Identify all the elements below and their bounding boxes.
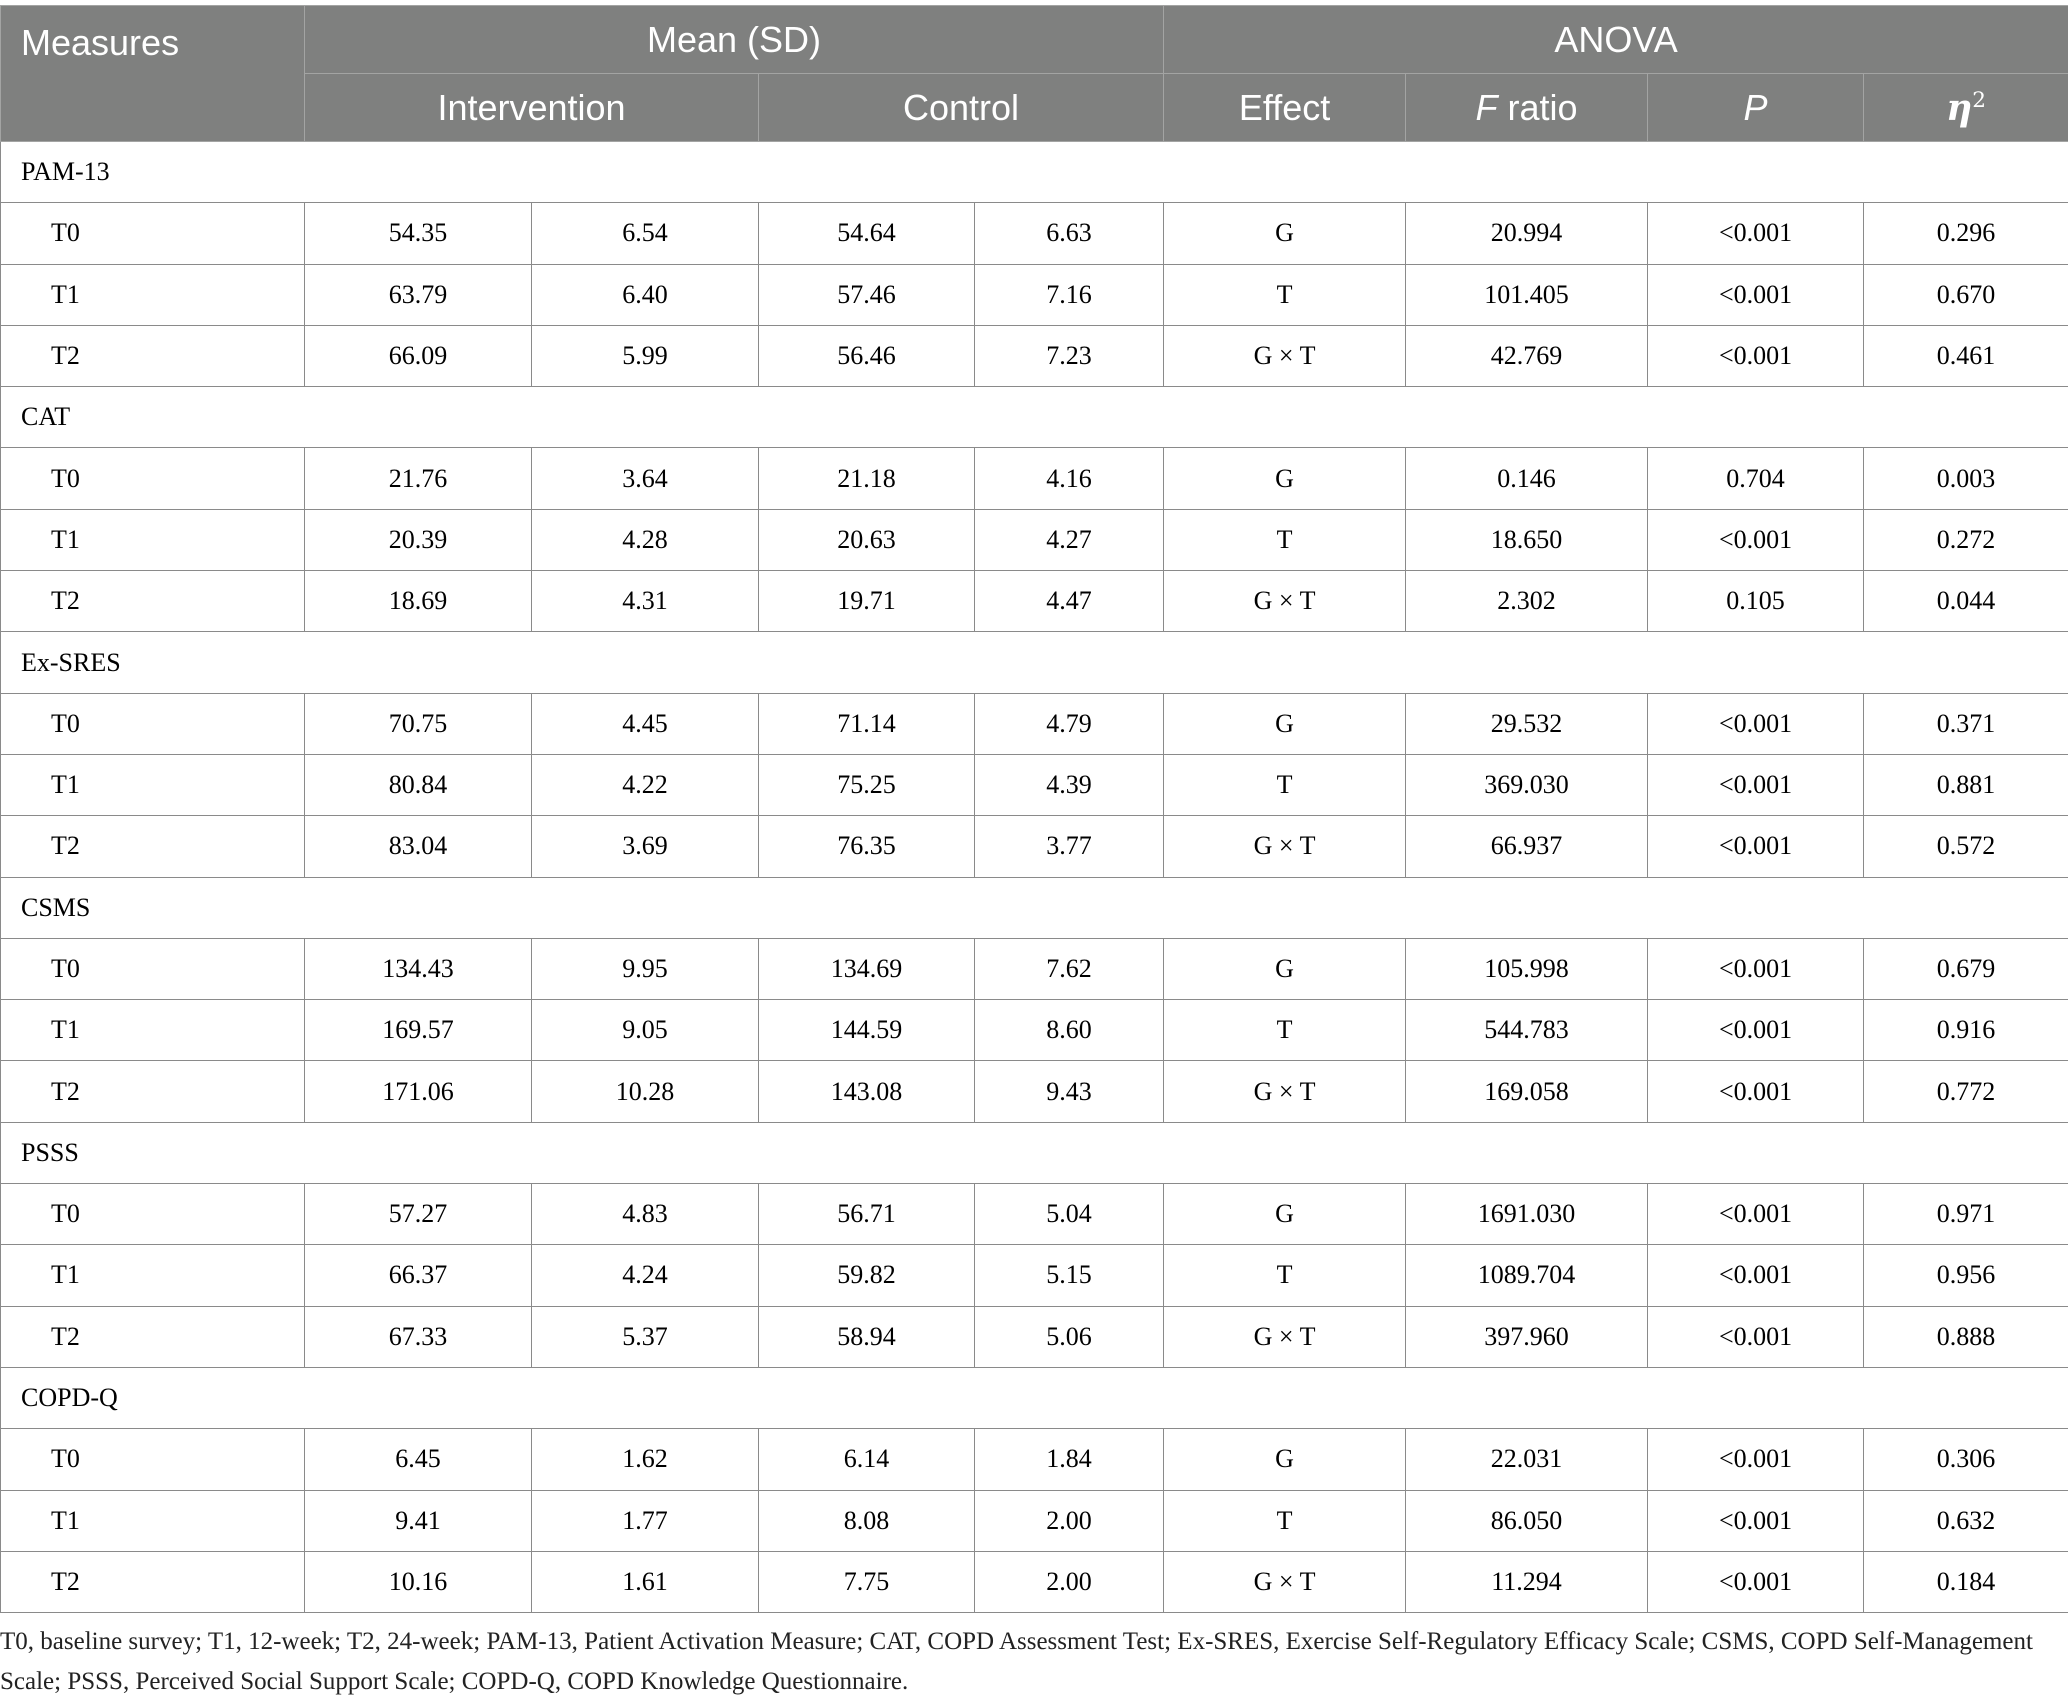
eta-squared-cell: 0.881 <box>1864 754 2068 815</box>
intervention-mean-cell: 171.06 <box>305 1061 532 1122</box>
time-point-cell: T0 <box>1 1184 305 1245</box>
intervention-sd-cell: 3.69 <box>532 816 759 877</box>
time-point-cell: T2 <box>1 571 305 632</box>
effect-cell: G <box>1164 693 1406 754</box>
p-value-cell: <0.001 <box>1648 1245 1864 1306</box>
table-row <box>1 1184 2068 1245</box>
intervention-mean-cell: 67.33 <box>305 1306 532 1367</box>
f-ratio-cell: 20.994 <box>1406 203 1648 264</box>
eta-squared-cell: 0.296 <box>1864 203 2068 264</box>
time-point-cell: T2 <box>1 816 305 877</box>
effect-cell: G <box>1164 1184 1406 1245</box>
control-sd-cell: 7.23 <box>975 325 1164 386</box>
time-point-cell: T0 <box>1 448 305 509</box>
control-mean-cell: 71.14 <box>759 693 975 754</box>
effect-cell: G <box>1164 938 1406 999</box>
intervention-mean-cell: 10.16 <box>305 1551 532 1612</box>
table-row <box>1 1000 2068 1061</box>
time-point-cell: T1 <box>1 754 305 815</box>
p-value-cell: <0.001 <box>1648 1551 1864 1612</box>
table-row <box>1 693 2068 754</box>
f-ratio-cell: 397.960 <box>1406 1306 1648 1367</box>
f-ratio-cell: 1691.030 <box>1406 1184 1648 1245</box>
time-point-cell: T2 <box>1 1061 305 1122</box>
intervention-mean-cell: 18.69 <box>305 571 532 632</box>
group-row <box>1 1122 2068 1183</box>
control-sd-cell: 2.00 <box>975 1490 1164 1551</box>
header-effect: Effect <box>1164 74 1406 142</box>
header-eta-symbol <box>1946 87 1986 129</box>
control-mean-cell: 8.08 <box>759 1490 975 1551</box>
eta-squared-cell: 0.003 <box>1864 448 2068 509</box>
header-measures: Measures <box>1 6 305 142</box>
effect-cell: G <box>1164 448 1406 509</box>
eta-squared-cell: 0.306 <box>1864 1429 2068 1490</box>
time-point-cell: T2 <box>1 1306 305 1367</box>
control-mean-cell: 75.25 <box>759 754 975 815</box>
group-label: PSSS <box>1 1122 2068 1183</box>
control-sd-cell: 4.39 <box>975 754 1164 815</box>
effect-cell: T <box>1164 509 1406 570</box>
effect-cell: G × T <box>1164 325 1406 386</box>
table-row <box>1 816 2068 877</box>
control-mean-cell: 7.75 <box>759 1551 975 1612</box>
f-ratio-cell: 86.050 <box>1406 1490 1648 1551</box>
control-mean-cell: 144.59 <box>759 1000 975 1061</box>
intervention-sd-cell: 6.54 <box>532 203 759 264</box>
table-row <box>1 325 2068 386</box>
table-row <box>1 938 2068 999</box>
control-mean-cell: 59.82 <box>759 1245 975 1306</box>
control-sd-cell: 5.06 <box>975 1306 1164 1367</box>
eta-squared-cell: 0.679 <box>1864 938 2068 999</box>
control-mean-cell: 57.46 <box>759 264 975 325</box>
eta-squared-cell: 0.461 <box>1864 325 2068 386</box>
intervention-sd-cell: 4.31 <box>532 571 759 632</box>
table-row <box>1 1061 2068 1122</box>
header-eta-letter: η <box>1946 86 1973 129</box>
header-control: Control <box>759 74 1164 142</box>
intervention-mean-cell: 54.35 <box>305 203 532 264</box>
intervention-mean-cell: 134.43 <box>305 938 532 999</box>
control-mean-cell: 21.18 <box>759 448 975 509</box>
table-footnote: T0, baseline survey; T1, 12-week; T2, 24-week; PAM-13, Patient Activation Measure; CAT, COPD Assessment Test; Ex-SRES, Exercise Self-Regulatory Efficacy Scale; CSMS, COPD Self-Management Scale; PSSS, Perceived Social Support Scale; COPD-Q, COPD Knowledge Questionnaire. <box>0 1628 2033 1695</box>
time-point-cell: T0 <box>1 693 305 754</box>
control-sd-cell: 1.84 <box>975 1429 1164 1490</box>
eta-squared-cell: 0.371 <box>1864 693 2068 754</box>
control-sd-cell: 9.43 <box>975 1061 1164 1122</box>
f-ratio-cell: 29.532 <box>1406 693 1648 754</box>
effect-cell: G × T <box>1164 1306 1406 1367</box>
p-value-cell: <0.001 <box>1648 325 1864 386</box>
control-sd-cell: 7.62 <box>975 938 1164 999</box>
intervention-sd-cell: 1.77 <box>532 1490 759 1551</box>
effect-cell: T <box>1164 264 1406 325</box>
intervention-mean-cell: 6.45 <box>305 1429 532 1490</box>
eta-squared-cell: 0.670 <box>1864 264 2068 325</box>
group-row <box>1 387 2068 448</box>
f-ratio-cell: 11.294 <box>1406 1551 1648 1612</box>
control-sd-cell: 6.63 <box>975 203 1164 264</box>
intervention-sd-cell: 5.37 <box>532 1306 759 1367</box>
effect-cell: T <box>1164 754 1406 815</box>
p-value-cell: <0.001 <box>1648 203 1864 264</box>
intervention-mean-cell: 66.37 <box>305 1245 532 1306</box>
intervention-mean-cell: 169.57 <box>305 1000 532 1061</box>
intervention-sd-cell: 4.22 <box>532 754 759 815</box>
group-label: Ex-SRES <box>1 632 2068 693</box>
table-body <box>1 142 2068 1613</box>
control-mean-cell: 76.35 <box>759 816 975 877</box>
intervention-sd-cell: 4.24 <box>532 1245 759 1306</box>
eta-squared-cell: 0.044 <box>1864 571 2068 632</box>
header-f-ratio-text: ratio <box>1497 86 1578 128</box>
intervention-sd-cell: 10.28 <box>532 1061 759 1122</box>
f-ratio-cell: 101.405 <box>1406 264 1648 325</box>
eta-squared-cell: 0.772 <box>1864 1061 2068 1122</box>
control-mean-cell: 56.71 <box>759 1184 975 1245</box>
header-intervention: Intervention <box>305 74 759 142</box>
results-table <box>0 5 2068 1613</box>
intervention-sd-cell: 9.95 <box>532 938 759 999</box>
time-point-cell: T1 <box>1 509 305 570</box>
intervention-sd-cell: 3.64 <box>532 448 759 509</box>
table-row <box>1 203 2068 264</box>
control-sd-cell: 5.15 <box>975 1245 1164 1306</box>
header-f-letter: F <box>1475 86 1498 128</box>
f-ratio-cell: 169.058 <box>1406 1061 1648 1122</box>
control-sd-cell: 7.16 <box>975 264 1164 325</box>
header-eta <box>1864 74 2068 142</box>
table-row <box>1 1429 2068 1490</box>
f-ratio-cell: 66.937 <box>1406 816 1648 877</box>
effect-cell: G <box>1164 1429 1406 1490</box>
f-ratio-cell: 105.998 <box>1406 938 1648 999</box>
eta-squared-cell: 0.184 <box>1864 1551 2068 1612</box>
time-point-cell: T1 <box>1 1000 305 1061</box>
header-mean-sd: Mean (SD) <box>305 6 1164 74</box>
control-mean-cell: 134.69 <box>759 938 975 999</box>
group-label: COPD-Q <box>1 1367 2068 1428</box>
time-point-cell: T2 <box>1 325 305 386</box>
effect-cell: G × T <box>1164 816 1406 877</box>
control-sd-cell: 5.04 <box>975 1184 1164 1245</box>
table-header <box>1 6 2068 142</box>
effect-cell: T <box>1164 1245 1406 1306</box>
time-point-cell: T0 <box>1 1429 305 1490</box>
control-mean-cell: 20.63 <box>759 509 975 570</box>
time-point-cell: T0 <box>1 203 305 264</box>
control-mean-cell: 56.46 <box>759 325 975 386</box>
p-value-cell: <0.001 <box>1648 264 1864 325</box>
table-row <box>1 264 2068 325</box>
control-mean-cell: 54.64 <box>759 203 975 264</box>
control-mean-cell: 19.71 <box>759 571 975 632</box>
intervention-sd-cell: 6.40 <box>532 264 759 325</box>
f-ratio-cell: 1089.704 <box>1406 1245 1648 1306</box>
table-row <box>1 1306 2068 1367</box>
group-row <box>1 1367 2068 1428</box>
p-value-cell: <0.001 <box>1648 1061 1864 1122</box>
p-value-cell: <0.001 <box>1648 1306 1864 1367</box>
table-row <box>1 1490 2068 1551</box>
table-row <box>1 1245 2068 1306</box>
time-point-cell: T2 <box>1 1551 305 1612</box>
table-row <box>1 448 2068 509</box>
table-row <box>1 571 2068 632</box>
intervention-mean-cell: 66.09 <box>305 325 532 386</box>
intervention-mean-cell: 20.39 <box>305 509 532 570</box>
intervention-mean-cell: 70.75 <box>305 693 532 754</box>
control-sd-cell: 4.27 <box>975 509 1164 570</box>
time-point-cell: T1 <box>1 264 305 325</box>
intervention-sd-cell: 4.28 <box>532 509 759 570</box>
intervention-sd-cell: 4.45 <box>532 693 759 754</box>
group-label: CAT <box>1 387 2068 448</box>
group-row <box>1 877 2068 938</box>
effect-cell: G × T <box>1164 1551 1406 1612</box>
intervention-sd-cell: 1.62 <box>532 1429 759 1490</box>
effect-cell: T <box>1164 1000 1406 1061</box>
control-sd-cell: 4.79 <box>975 693 1164 754</box>
effect-cell: G × T <box>1164 571 1406 632</box>
time-point-cell: T0 <box>1 938 305 999</box>
p-value-cell: <0.001 <box>1648 1000 1864 1061</box>
control-sd-cell: 4.47 <box>975 571 1164 632</box>
table-row <box>1 1551 2068 1612</box>
effect-cell: G <box>1164 203 1406 264</box>
control-sd-cell: 3.77 <box>975 816 1164 877</box>
f-ratio-cell: 18.650 <box>1406 509 1648 570</box>
p-value-cell: 0.105 <box>1648 571 1864 632</box>
eta-squared-cell: 0.572 <box>1864 816 2068 877</box>
control-mean-cell: 6.14 <box>759 1429 975 1490</box>
intervention-sd-cell: 9.05 <box>532 1000 759 1061</box>
time-point-cell: T1 <box>1 1490 305 1551</box>
control-mean-cell: 58.94 <box>759 1306 975 1367</box>
f-ratio-cell: 369.030 <box>1406 754 1648 815</box>
table-row <box>1 754 2068 815</box>
control-sd-cell: 4.16 <box>975 448 1164 509</box>
header-anova: ANOVA <box>1164 6 2068 74</box>
group-row <box>1 632 2068 693</box>
p-value-cell: 0.704 <box>1648 448 1864 509</box>
time-point-cell: T1 <box>1 1245 305 1306</box>
group-label: PAM-13 <box>1 142 2068 203</box>
header-eta-superscript: 2 <box>1972 87 1987 113</box>
p-value-cell: <0.001 <box>1648 509 1864 570</box>
f-ratio-cell: 544.783 <box>1406 1000 1648 1061</box>
f-ratio-cell: 22.031 <box>1406 1429 1648 1490</box>
eta-squared-cell: 0.971 <box>1864 1184 2068 1245</box>
intervention-mean-cell: 21.76 <box>305 448 532 509</box>
p-value-cell: <0.001 <box>1648 754 1864 815</box>
eta-squared-cell: 0.916 <box>1864 1000 2068 1061</box>
intervention-mean-cell: 63.79 <box>305 264 532 325</box>
control-mean-cell: 143.08 <box>759 1061 975 1122</box>
intervention-sd-cell: 4.83 <box>532 1184 759 1245</box>
effect-cell: G × T <box>1164 1061 1406 1122</box>
header-p-letter: P <box>1743 86 1768 128</box>
f-ratio-cell: 2.302 <box>1406 571 1648 632</box>
control-sd-cell: 8.60 <box>975 1000 1164 1061</box>
intervention-mean-cell: 9.41 <box>305 1490 532 1551</box>
header-p <box>1648 74 1864 142</box>
group-row <box>1 142 2068 203</box>
effect-cell: T <box>1164 1490 1406 1551</box>
intervention-sd-cell: 5.99 <box>532 325 759 386</box>
group-label: CSMS <box>1 877 2068 938</box>
intervention-sd-cell: 1.61 <box>532 1551 759 1612</box>
f-ratio-cell: 0.146 <box>1406 448 1648 509</box>
eta-squared-cell: 0.956 <box>1864 1245 2068 1306</box>
p-value-cell: <0.001 <box>1648 1184 1864 1245</box>
intervention-mean-cell: 80.84 <box>305 754 532 815</box>
p-value-cell: <0.001 <box>1648 693 1864 754</box>
control-sd-cell: 2.00 <box>975 1551 1164 1612</box>
eta-squared-cell: 0.632 <box>1864 1490 2068 1551</box>
p-value-cell: <0.001 <box>1648 1490 1864 1551</box>
header-f-ratio <box>1406 74 1648 142</box>
table-row <box>1 509 2068 570</box>
p-value-cell: <0.001 <box>1648 938 1864 999</box>
eta-squared-cell: 0.888 <box>1864 1306 2068 1367</box>
eta-squared-cell: 0.272 <box>1864 509 2068 570</box>
p-value-cell: <0.001 <box>1648 816 1864 877</box>
p-value-cell: <0.001 <box>1648 1429 1864 1490</box>
f-ratio-cell: 42.769 <box>1406 325 1648 386</box>
intervention-mean-cell: 83.04 <box>305 816 532 877</box>
intervention-mean-cell: 57.27 <box>305 1184 532 1245</box>
